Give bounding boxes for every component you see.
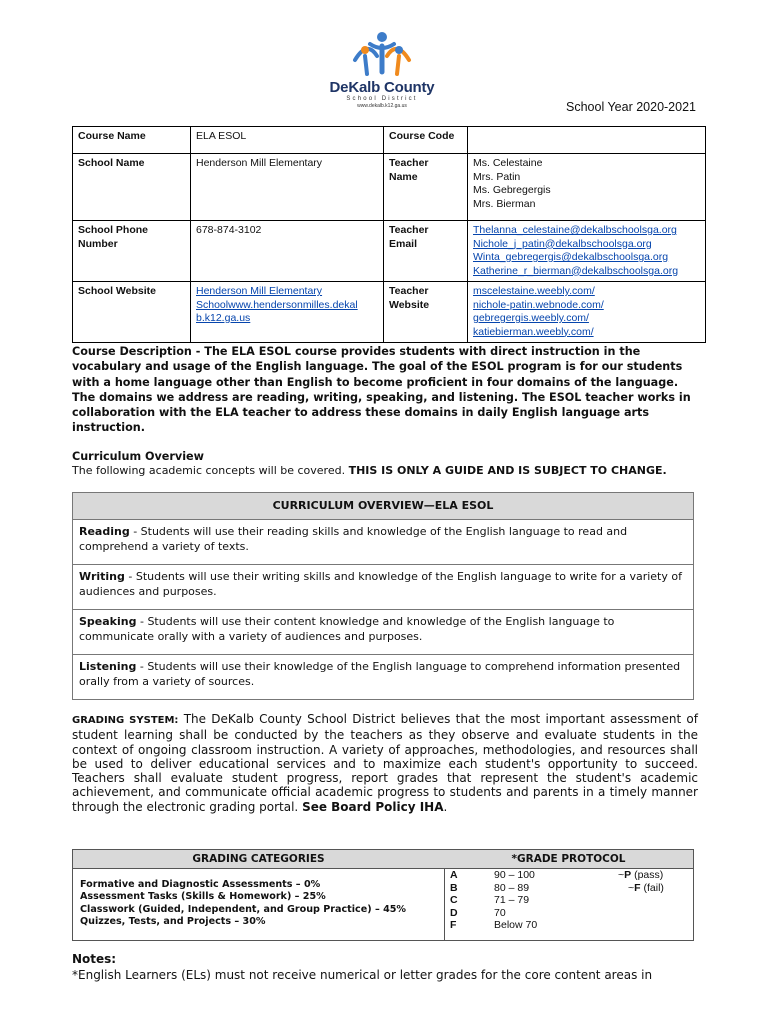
grading-category: Classwork (Guided, Independent, and Group Practice) – 45%	[80, 903, 407, 915]
teacher-name: Mrs. Bierman	[473, 197, 536, 210]
notes-text: *English Learners (ELs) must not receive numerical or letter grades for the core content areas in	[72, 968, 653, 982]
grading-system-paragraph: GRADING SYSTEM: The DeKalb County School District believes that the most important assessment of student learning shall be conducted by the teachers as they observe and evaluate students in the context of ongoing classroom instruction. A variety of approaches, methodologies, and resources shall be used to deliver educational services and to maximize each student's opportunity to succeed. Teachers shall evaluate student progress, report grades that represent the student's academic achievement, and communicate official academic progress to students and parents in a timely manner through the electronic grading portal. See Board Policy IHA.	[72, 712, 699, 814]
curriculum-table-header: CURRICULUM OVERVIEW—ELA ESOL	[73, 493, 693, 520]
teacher-name: Mrs. Patin	[473, 170, 521, 183]
school-name-value: Henderson Mill Elementary	[191, 154, 384, 221]
curriculum-row-reading: Reading - Students will use their reading skills and knowledge of the English language to read and comprehend a variety of texts.	[73, 520, 693, 565]
grading-table	[72, 849, 694, 941]
teacher-names	[468, 154, 706, 221]
grade-row: A 90 – 100 ~P (pass)	[450, 869, 664, 881]
teacher-name: Ms. Celestaine	[473, 157, 543, 169]
grading-category: Formative and Diagnostic Assessments – 0%	[80, 879, 321, 890]
teacher-website-link[interactable]: katiebierman.weebly.com/	[473, 325, 594, 338]
school-year: School Year 2020-2021	[566, 100, 696, 114]
teacher-website-link[interactable]: nichole-patin.webnode.com/	[473, 298, 604, 311]
curriculum-table	[72, 492, 694, 700]
teacher-name: Ms. Gebregergis	[473, 184, 551, 196]
grade-row: D 70	[450, 906, 506, 919]
teacher-email-label: Teacher Email	[384, 221, 468, 282]
people-figures-logo-icon	[347, 30, 417, 78]
curriculum-overview-title: Curriculum Overview	[72, 450, 204, 463]
teacher-name-label: Teacher Name	[384, 154, 468, 221]
course-description: Course Description - The ELA ESOL course provides students with direct instruction in the vocabulary and usage of the English language. The goal of the ESOL program is for our students with a home language other than English to become proficient in four domains of the language. The domains we address are reading, writing, speaking, and listening. The ESOL teacher works in collaboration with the ELA teacher to address these domains in daily English language arts instruction.	[72, 345, 691, 435]
teacher-website-label: Teacher Website	[384, 282, 468, 343]
course-info-table	[72, 126, 706, 343]
grade-row: F Below 70	[450, 919, 538, 931]
grading-category: Assessment Tasks (Skills & Homework) – 25%	[80, 891, 326, 903]
board-policy: See Board Policy IHA	[302, 799, 444, 814]
grade-protocol	[444, 850, 693, 940]
email-link[interactable]: Katherine_r_bierman@dekalbschoolsga.org	[473, 264, 679, 277]
course-name-label: Course Name	[73, 127, 191, 154]
logo-subtitle: School District	[346, 96, 418, 102]
curriculum-row-writing: Writing - Students will use their writing skills and knowledge of the English language to write for a variety of audiences and purposes.	[73, 565, 693, 610]
teacher-website-link[interactable]: mscelestaine.weebly.com/	[473, 285, 595, 297]
school-website-value	[191, 282, 384, 343]
curriculum-row-speaking: Speaking - Students will use their content knowledge and knowledge of the English language to communicate orally with a variety of audiences and purposes.	[73, 610, 693, 655]
school-website-link[interactable]: Henderson Mill Elementary Schoolwww.hendersonmilles.dekal b.k12.ga.us	[196, 285, 358, 324]
course-code-label: Course Code	[384, 127, 468, 154]
school-website-label: School Website	[73, 282, 191, 343]
grade-row: C 71 – 79	[450, 894, 530, 906]
grading-categories-header: GRADING CATEGORIES	[73, 850, 444, 869]
curriculum-intro: The following academic concepts will be covered. THIS IS ONLY A GUIDE AND IS SUBJECT TO CHANGE.	[72, 464, 667, 477]
email-link[interactable]: Thelanna_celestaine@dekalbschoolsga.org	[473, 224, 677, 236]
grade-protocol-header: *GRADE PROTOCOL	[444, 850, 693, 869]
district-logo	[326, 30, 438, 122]
school-name-label: School Name	[73, 154, 191, 221]
course-code-value	[468, 127, 706, 154]
email-link[interactable]: Nichole_j_patin@dekalbschoolsga.org	[473, 237, 652, 250]
grade-row: B 80 – 89 ~F (fail)	[450, 881, 664, 894]
teacher-emails	[468, 221, 706, 282]
logo-url: www.dekalb.k12.ga.us	[357, 103, 407, 109]
email-link[interactable]: Winta_gebregergis@dekalbschoolsga.org	[473, 251, 669, 263]
curriculum-row-listening: Listening - Students will use their knowledge of the English language to comprehend information presented orally from a variety of sources.	[79, 660, 681, 688]
grading-category: Quizzes, Tests, and Projects – 30%	[80, 915, 266, 927]
notes-title: Notes:	[72, 952, 117, 966]
course-name-value: ELA ESOL	[191, 127, 384, 154]
logo-name: DeKalb County	[329, 79, 435, 96]
grading-system-label: GRADING SYSTEM:	[72, 715, 179, 726]
teacher-website-link[interactable]: gebregergis.weebly.com/	[473, 312, 589, 324]
phone-label: School Phone Number	[73, 221, 191, 282]
teacher-websites	[468, 282, 706, 343]
grading-categories	[73, 850, 445, 940]
phone-value: 678-874-3102	[191, 221, 384, 282]
